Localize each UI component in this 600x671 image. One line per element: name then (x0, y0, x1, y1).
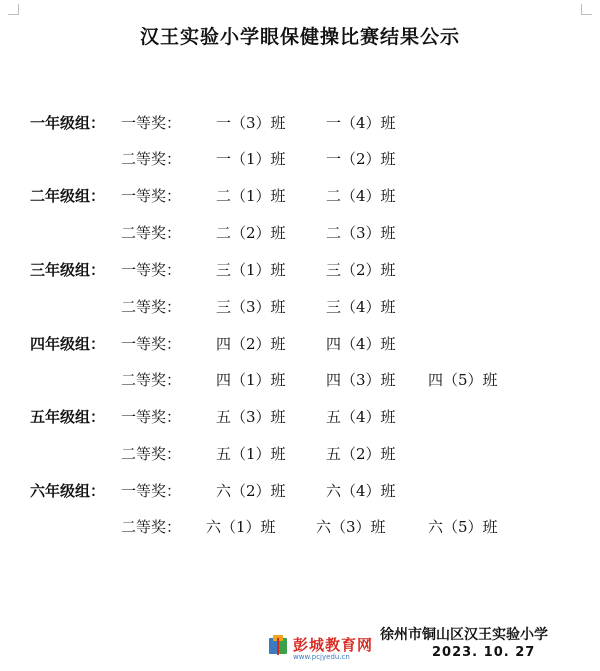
result-row (0, 516, 600, 540)
class-name: 一（3）班 (216, 114, 286, 132)
grade-label: 五年级组： (30, 408, 106, 426)
class-name: 一（4）班 (326, 114, 396, 132)
prize-label: 一等奖： (121, 408, 182, 426)
class-name: 三（4）班 (326, 298, 396, 316)
class-name: 三（3）班 (216, 298, 286, 316)
class-name: 五（3）班 (216, 408, 286, 426)
grade-label: 二年级组： (30, 187, 106, 205)
class-name: 一（2）班 (326, 150, 396, 168)
result-row (0, 222, 600, 246)
class-name: 二（4）班 (326, 187, 396, 205)
prize-label: 二等奖： (121, 518, 182, 536)
prize-label: 二等奖： (121, 445, 182, 463)
prize-label: 一等奖： (121, 482, 182, 500)
page-title: 汉王实验小学眼保健操比赛结果公示 (139, 26, 460, 48)
grade-label: 一年级组： (30, 114, 106, 132)
result-row (0, 369, 600, 393)
book-logo-icon (268, 635, 288, 657)
prize-label: 一等奖： (121, 261, 182, 279)
class-name: 四（3）班 (326, 371, 396, 389)
result-row (0, 112, 600, 136)
result-row (0, 148, 600, 172)
prize-label: 二等奖： (121, 371, 182, 389)
prize-label: 二等奖： (121, 298, 182, 316)
class-name: 五（4）班 (326, 408, 396, 426)
prize-label: 一等奖： (121, 335, 182, 353)
class-name: 三（2）班 (326, 261, 396, 279)
grade-label: 四年级组： (30, 335, 106, 353)
class-name: 四（4）班 (326, 335, 396, 353)
class-name: 四（1）班 (216, 371, 286, 389)
watermark-text: 彭城教育网 (293, 636, 374, 654)
class-name: 二（1）班 (216, 187, 286, 205)
result-row (0, 259, 600, 283)
class-name: 六（1）班 (206, 518, 276, 536)
result-row (0, 406, 600, 430)
watermark-url: www.pcjyedu.cn (293, 653, 350, 661)
result-row (0, 480, 600, 504)
prize-label: 二等奖： (121, 150, 182, 168)
result-row (0, 185, 600, 209)
class-name: 四（5）班 (428, 371, 498, 389)
class-name: 五（1）班 (216, 445, 286, 463)
prize-label: 二等奖： (121, 224, 182, 242)
class-name: 六（3）班 (316, 518, 386, 536)
class-name: 三（1）班 (216, 261, 286, 279)
grade-label: 六年级组： (30, 482, 106, 500)
footer-school-name: 徐州市铜山区汉王实验小学 (380, 627, 548, 643)
result-row (0, 333, 600, 357)
corner-mark-right (581, 4, 592, 15)
class-name: 二（2）班 (216, 224, 286, 242)
prize-label: 一等奖： (121, 187, 182, 205)
class-name: 五（2）班 (326, 445, 396, 463)
result-row (0, 443, 600, 467)
corner-mark-left (8, 4, 19, 15)
class-name: 六（2）班 (216, 482, 286, 500)
class-name: 四（2）班 (216, 335, 286, 353)
grade-label: 三年级组： (30, 261, 106, 279)
class-name: 六（5）班 (428, 518, 498, 536)
class-name: 六（4）班 (326, 482, 396, 500)
watermark-logo (265, 631, 395, 667)
result-row (0, 296, 600, 320)
footer-date: 2023. 10. 27 (432, 645, 536, 660)
class-name: 二（3）班 (326, 224, 396, 242)
class-name: 一（1）班 (216, 150, 286, 168)
prize-label: 一等奖： (121, 114, 182, 132)
